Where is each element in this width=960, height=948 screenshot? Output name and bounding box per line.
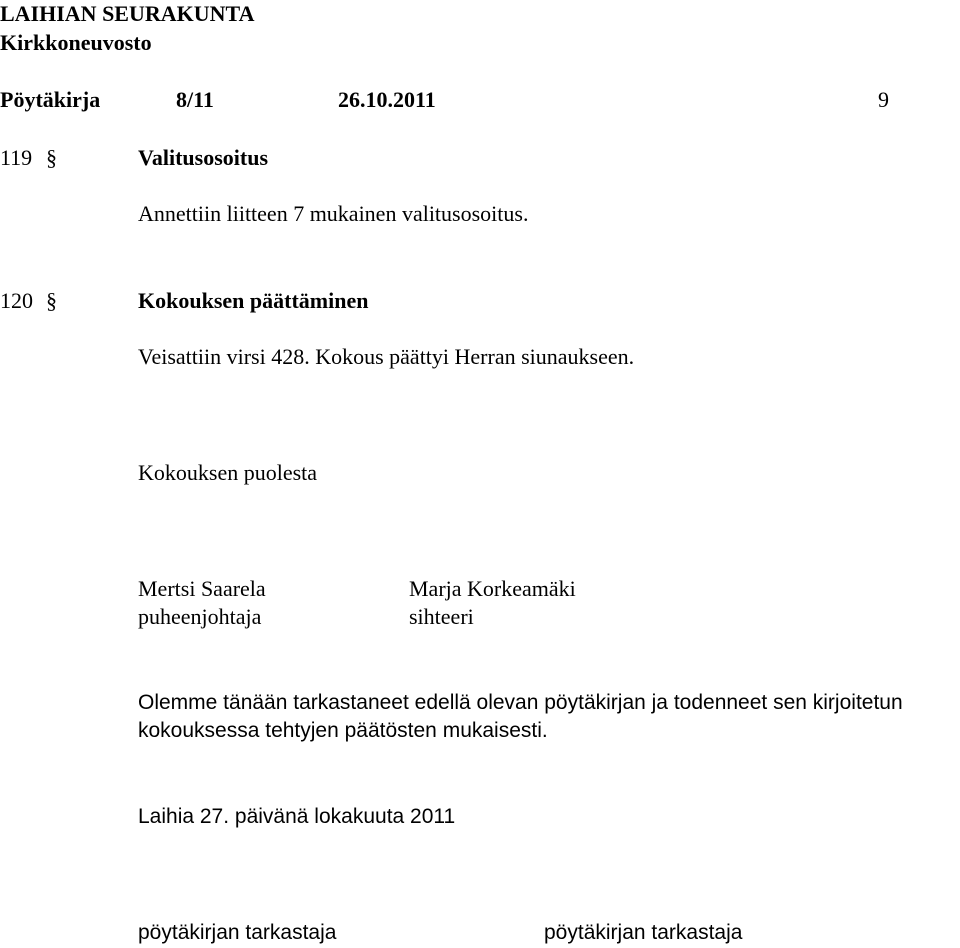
organization-name: LAIHIAN SEURAKUNTA xyxy=(0,1,255,26)
section-text: Annettiin liitteen 7 mukainen valitusosoitus. xyxy=(138,201,529,226)
examiner-role: pöytäkirjan tarkastaja xyxy=(544,921,743,944)
section-text: Veisattiin virsi 428. Kokous päättyi Herran siunaukseen. xyxy=(138,344,635,369)
body-name: Kirkkoneuvosto xyxy=(0,30,152,55)
review-statement-line2: kokouksessa tehtyjen päätösten mukaisesti. xyxy=(138,719,548,742)
secretary-name: Marja Korkeamäki xyxy=(409,576,576,601)
chair-name: Mertsi Saarela xyxy=(138,576,266,601)
chair-role: puheenjohtaja xyxy=(138,604,262,629)
meeting-date: 26.10.2011 xyxy=(338,87,436,112)
section-number: 120 xyxy=(0,288,33,313)
doc-type: Pöytäkirja xyxy=(0,87,101,112)
examiner-role: pöytäkirjan tarkastaja xyxy=(138,921,337,944)
signature-intro: Kokouksen puolesta xyxy=(138,460,318,485)
section-number: 119 xyxy=(0,145,33,170)
section-symbol: § xyxy=(46,145,57,170)
place-date: Laihia 27. päivänä lokakuuta 2011 xyxy=(138,805,456,828)
section-symbol: § xyxy=(46,288,57,313)
section-title: Valitusosoitus xyxy=(138,145,269,170)
secretary-role: sihteeri xyxy=(409,604,474,629)
page-number: 9 xyxy=(878,87,889,112)
meeting-number: 8/11 xyxy=(176,87,214,112)
section-title: Kokouksen päättäminen xyxy=(138,288,369,313)
review-statement-line1: Olemme tänään tarkastaneet edellä olevan pöytäkirjan ja todenneet sen kirjoitetun xyxy=(138,691,903,714)
